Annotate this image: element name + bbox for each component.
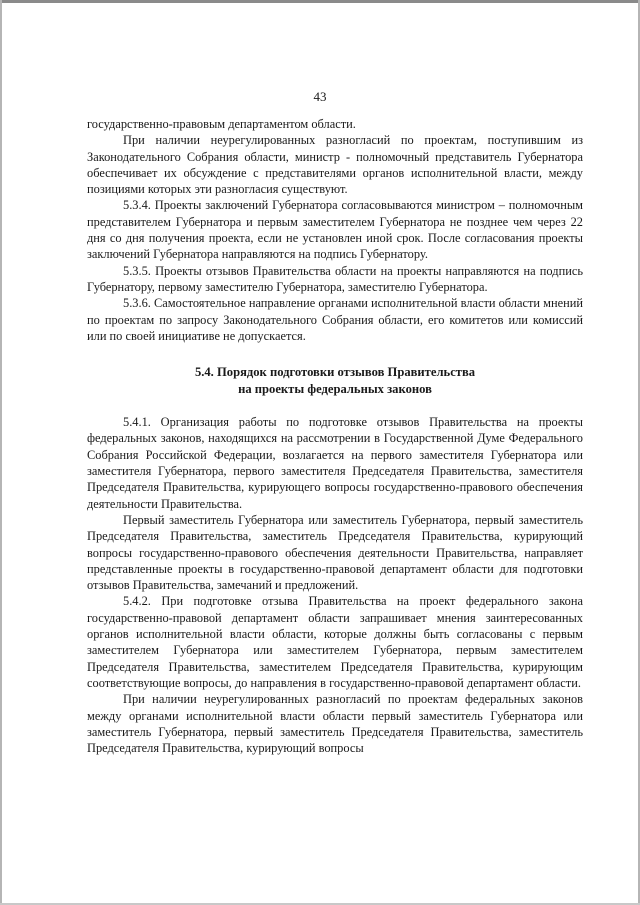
- document-body: [87, 116, 583, 756]
- section-heading: [87, 364, 583, 398]
- paragraphs-before: [87, 116, 583, 344]
- scan-edge-left: [0, 0, 2, 905]
- paragraph: 5.3.4. Проекты заключений Губернатора согласовываются министром – полномочным представителем Губернатора и первым заместителем Губернатора не позднее чем через 22 дня со дня получения проекта, если не установлен иной срок. После согласования проекты заключений Губернатора направляются на подпись Губернатору.: [87, 198, 583, 262]
- paragraph: государственно-правовым департаментом области.: [87, 117, 356, 131]
- paragraphs-after: [87, 414, 583, 756]
- paragraph: 5.4.1. Организация работы по подготовке отзывов Правительства на проекты федеральных законов, находящихся на рассмотрении в Государственной Думе Федерального Собрания Российской Федерации, возлагается на первого заместителя Губернатора или заместителя Губернатора, первого заместителя Председателя Правительства, заместителя Председателя Правительства, курирующего вопросы государственно-правового обеспечения деятельности Правительства.: [87, 415, 583, 511]
- paragraph: При наличии неурегулированных разногласий по проектам, поступившим из Законодательного Собрания области, министр - полномочный представитель Губернатора обеспечивает их обсуждение с представителями органов исполнительной власти, между позициями которых эти разногласия существуют.: [87, 133, 583, 197]
- page-number: 43: [313, 89, 327, 104]
- section-heading-line: 5.4. Порядок подготовки отзывов Правительства: [194, 365, 476, 380]
- paragraph: 5.3.6. Самостоятельное направление органами исполнительной власти области мнений по проектам по запросу Законодательного Собрания области, его комитетов или комиссий или по своей инициативе не допускается.: [87, 296, 583, 343]
- paragraph: 5.3.5. Проекты отзывов Правительства области на проекты направляются на подпись Губернатору, первому заместителю Губернатора, заместителю Губернатора.: [87, 263, 583, 294]
- paragraph: Первый заместитель Губернатора или заместитель Губернатора, первый заместитель Председателя Правительства, заместитель Председателя Правительства, курирующий вопросы государственно-правового обеспечения деятельности Правительства, направляет представленные проекты в государственно-правовой департамент области для подготовки отзывов Правительства, замечаний и предложений.: [87, 512, 583, 593]
- paragraph: При наличии неурегулированных разногласий по проектам федеральных законов между органами исполнительной власти области первый заместитель Губернатора или заместитель Губернатора, первый заместитель Председателя Правительства, заместитель Председателя Правительства, курирующий вопросы: [87, 692, 583, 756]
- paragraph: 5.4.2. При подготовке отзыва Правительства на проект федерального закона государственно-правовой департамент области запрашивает мнения заинтересованных органов исполнительной власти области, которые должны быть согласованы с первым заместителем Губернатора или заместителем Губернатора, первым заместителем Председателя Правительства, заместителем Председателя Правительства, курирующим соответствующие вопросы, до направления в государственно-правовой департамент области.: [87, 594, 583, 690]
- section-heading-line: на проекты федеральных законов: [238, 382, 432, 397]
- scan-edge-top: [0, 0, 640, 3]
